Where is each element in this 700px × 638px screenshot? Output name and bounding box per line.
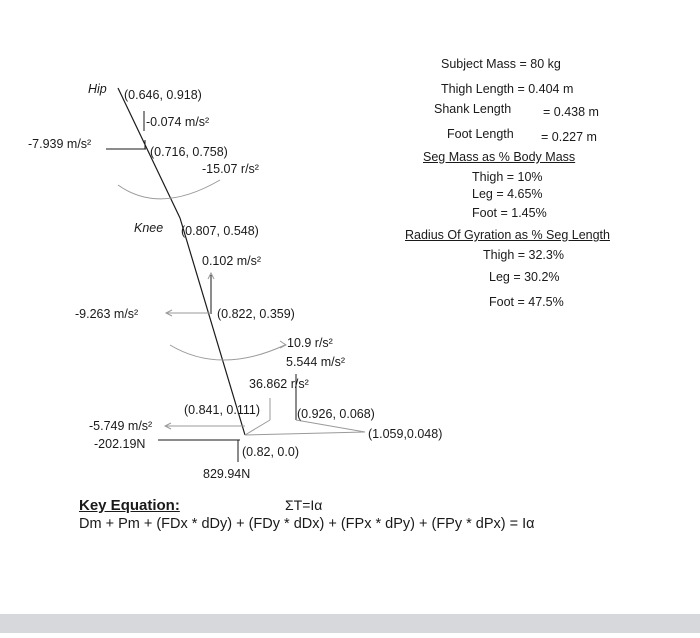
footer-bar bbox=[0, 614, 700, 633]
seg-mass-thigh: Thigh = 10% bbox=[472, 170, 543, 184]
toe-coord-a: (0.926, 0.068) bbox=[297, 407, 375, 421]
shank-com-accel-y: 0.102 m/s² bbox=[202, 254, 262, 268]
grf-x: -202.19N bbox=[94, 437, 146, 451]
hip-coord: (0.646, 0.918) bbox=[124, 88, 202, 102]
knee-coord: (0.807, 0.548) bbox=[181, 224, 259, 238]
gyration-leg: Leg = 30.2% bbox=[489, 270, 560, 284]
gyration-title: Radius Of Gyration as % Seg Length bbox=[405, 228, 610, 242]
knee-label: Knee bbox=[134, 221, 164, 235]
shank-length-label: Shank Length bbox=[434, 102, 512, 116]
foot-segment bbox=[245, 432, 365, 435]
key-equation-sum: ΣT=Iα bbox=[285, 497, 323, 513]
foot-accel-x: -5.749 m/s² bbox=[89, 419, 153, 433]
gyration-foot: Foot = 47.5% bbox=[489, 295, 564, 309]
seg-mass-leg: Leg = 4.65% bbox=[472, 187, 543, 201]
subject-mass: Subject Mass = 80 kg bbox=[441, 57, 561, 71]
shank-alpha: 10.9 r/s² bbox=[287, 336, 333, 350]
thigh-length: Thigh Length = 0.404 m bbox=[441, 82, 574, 96]
toe-coord-b: (1.059,0.048) bbox=[368, 427, 443, 441]
hip-accel-y: -0.074 m/s² bbox=[146, 115, 210, 129]
key-equation: Dm + Pm + (FDx * dDy) + (FDy * dDx) + (FPx * dPy) + (FPy * dPx) = Iα bbox=[79, 516, 535, 532]
seg-mass-foot: Foot = 1.45% bbox=[472, 206, 547, 220]
seg-mass-title: Seg Mass as % Body Mass bbox=[423, 150, 576, 164]
ankle-coord: (0.841, 0.111) bbox=[184, 403, 260, 417]
foot-length-label: Foot Length bbox=[447, 127, 514, 141]
foot-alpha: 36.862 r/s² bbox=[249, 377, 309, 391]
foot-com-accel-y: 5.544 m/s² bbox=[286, 355, 346, 369]
thigh-alpha: -15.07 r/s² bbox=[202, 162, 259, 176]
foot-length-value: = 0.227 m bbox=[541, 130, 597, 144]
thigh-com-coord: (0.716, 0.758) bbox=[150, 145, 228, 159]
shank-com-coord: (0.822, 0.359) bbox=[217, 307, 295, 321]
cop-coord: (0.82, 0.0) bbox=[242, 445, 299, 459]
hip-label: Hip bbox=[88, 82, 107, 96]
key-equation-title: Key Equation: bbox=[79, 497, 180, 514]
shank-alpha-arc bbox=[170, 345, 285, 360]
gyration-thigh: Thigh = 32.3% bbox=[483, 248, 564, 262]
thigh-com-accel-x: -7.939 m/s² bbox=[28, 137, 92, 151]
shank-com-accel-x: -9.263 m/s² bbox=[75, 307, 139, 321]
grf-y: 829.94N bbox=[203, 467, 251, 481]
shank-length-value: = 0.438 m bbox=[543, 105, 599, 119]
